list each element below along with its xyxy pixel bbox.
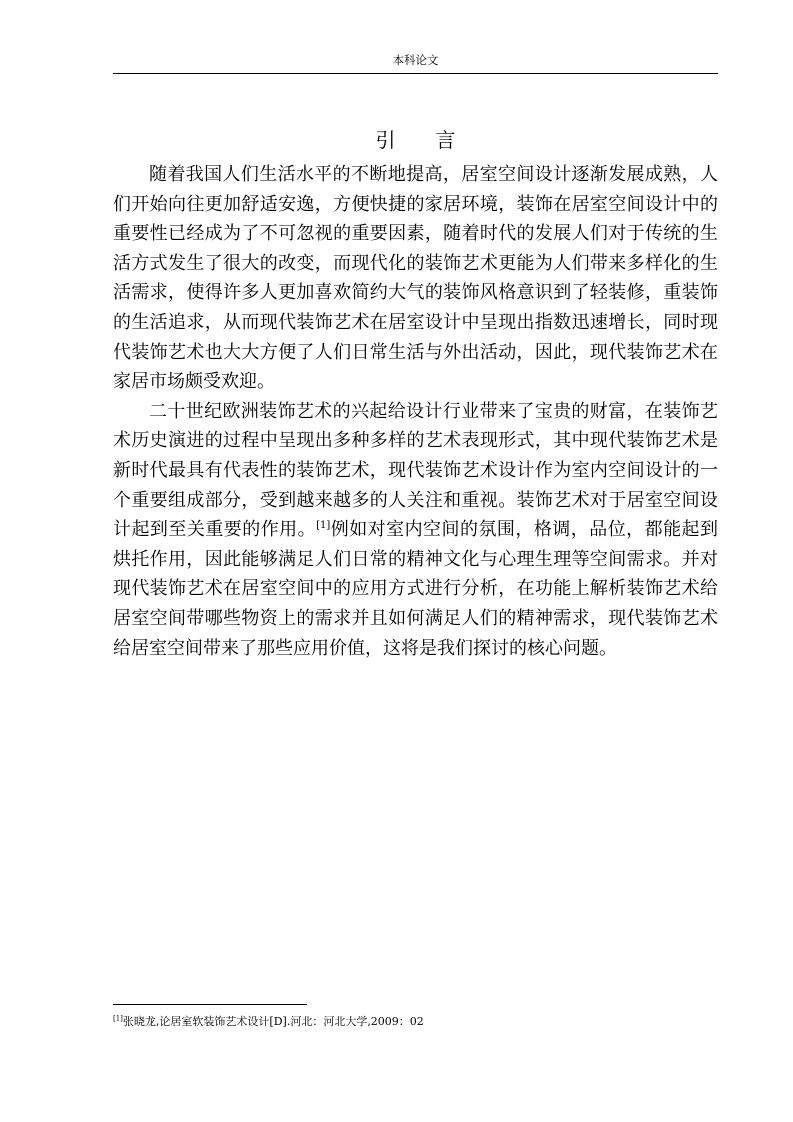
paragraph-1: [113, 160, 718, 397]
header-rule: [113, 73, 718, 74]
footnote: [113, 1014, 718, 1030]
citation-marker[interactable]: [1]: [316, 520, 331, 532]
paragraph-2-text-before: 二十世纪欧洲装饰艺术的兴起给设计行业带来了宝贵的财富，在装饰艺术历史演进的过程中呈现出多种多样的艺术表现形式，其中现代装饰艺术是新时代最具有代表性的装饰艺术，现代装饰艺术设计作为室内空间设计的一个重要组成部分，受到越来越多的人关注和重视。装饰艺术对于居室空间设计起到至关重要的作用。: [113, 400, 718, 541]
paragraph-2-text-after: 例如对室内空间的氛围，格调，品位，都能起到烘托作用，因此能够满足人们日常的精神文化与心理生理等空间需求。并对现代装饰艺术在居室空间中的应用方式进行分析，在功能上解析装饰艺术给居室空间带哪些物资上的需求并且如何满足人们的精神需求，现代装饰艺术给居室空间带来了那些应用价值，这将是我们探讨的核心问题。: [113, 519, 719, 659]
body-text: [113, 160, 718, 663]
footnote-mark: [1]: [113, 1014, 123, 1023]
section-title: 引言: [375, 128, 496, 152]
footnote-text: 张晓龙,论居室软装饰艺术设计[D].河北：河北大学,2009：02: [122, 1015, 424, 1028]
footnote-rule: [113, 1004, 307, 1005]
paragraph-1-text: 随着我国人们生活水平的不断地提高，居室空间设计逐渐发展成熟，人们开始向往更加舒适安逸，方便快捷的家居环境，装饰在居室空间设计中的重要性已经成为了不可忽视的重要因素，随着时代的发展人们对于传统的生活方式发生了很大的改变，而现代化的装饰艺术更能为人们带来多样化的生活需求，使得许多人更加喜欢简约大气的装饰风格意识到了轻装修，重装饰的生活追求，从而现代装饰艺术在居室设计中呈现出指数迅速增长，同时现代装饰艺术也大大方便了人们日常生活与外出活动，因此，现代装饰艺术在家居市场颇受欢迎。: [113, 164, 718, 393]
paragraph-2: [113, 397, 718, 663]
running-header: 本科论文: [392, 53, 439, 67]
